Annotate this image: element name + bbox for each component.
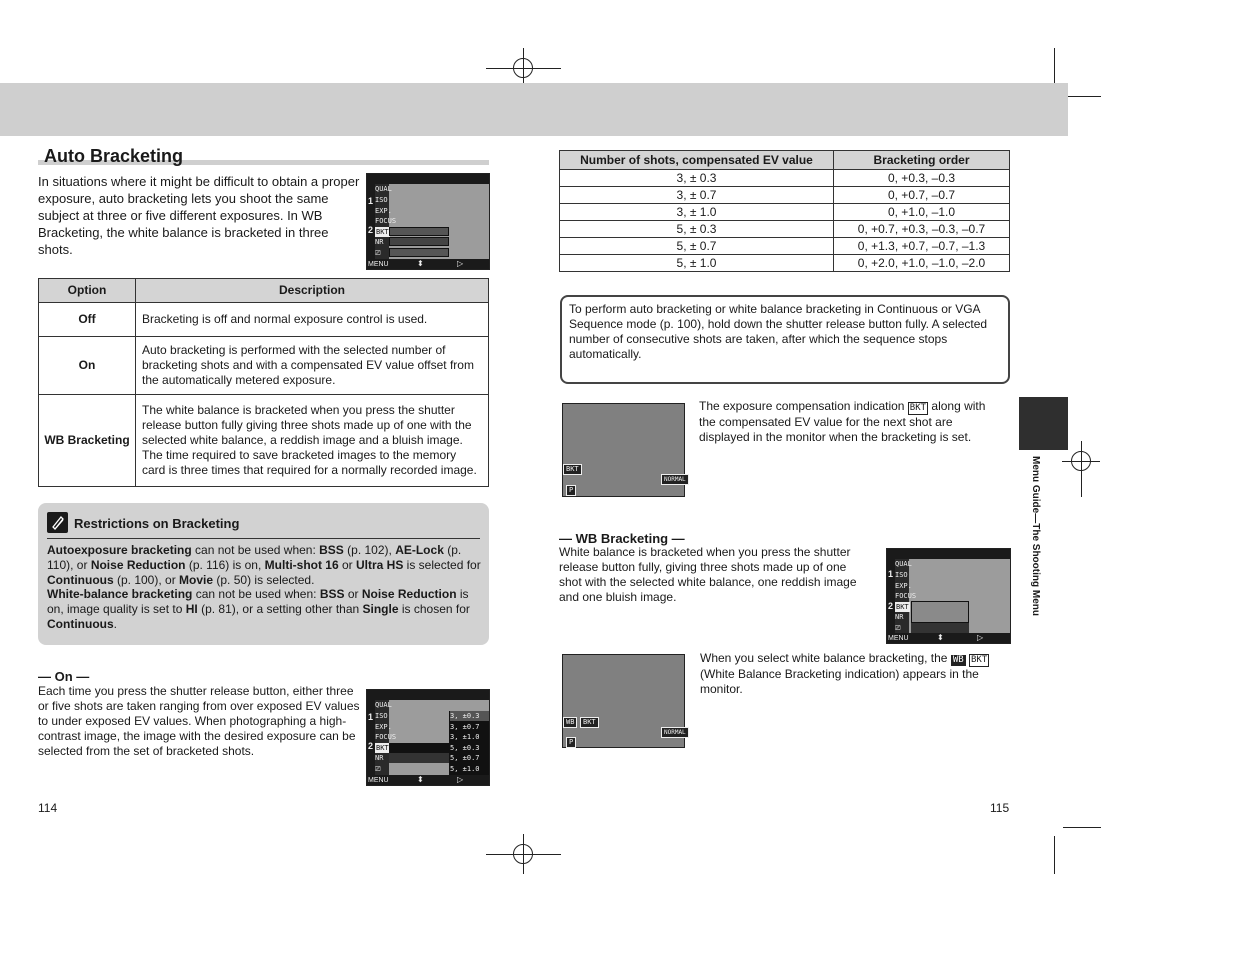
screen-top-bar — [367, 690, 489, 700]
table-row — [560, 221, 1010, 238]
monitor-screen-wb — [562, 654, 685, 748]
page-number-left: 114 — [38, 801, 58, 815]
bkt-indicator: BKT — [580, 717, 599, 728]
menu-page-1: 1 — [368, 196, 374, 206]
quality-indicator: NORMAL — [661, 727, 689, 738]
table-row — [39, 303, 489, 337]
option-cell: Off — [39, 303, 136, 337]
note-text: To perform auto bracketing or white balance bracketing in Continuous or VGA Sequence mode (p. 100), hold down the shutter release button fully. A selected number of consecutive shots are taken, after which the sequence stops automatically. — [569, 302, 988, 361]
screen-bottom-bar — [367, 259, 489, 269]
on-option: 3, ±0.3 — [450, 711, 490, 721]
menu-item-qual: QUAL — [895, 560, 912, 568]
pencil-note-icon — [47, 512, 68, 533]
on-option: 3, ±1.0 — [450, 733, 480, 741]
shots-cell: 5, ± 0.3 — [560, 221, 834, 238]
note-box — [560, 295, 1010, 384]
restrictions-rule — [47, 538, 480, 539]
screen-bottom-bar — [887, 633, 1010, 643]
order-cell: 0, +0.3, –0.3 — [834, 170, 1010, 187]
menu-item-nr: NR — [375, 238, 384, 246]
wb-paragraph: White balance is bracketed when you press the shutter release button fully, giving three shots made up of one shot with the selected white balance, one reddish image and one bluish image. — [559, 545, 857, 604]
right-arrow-icon: ▷ — [457, 775, 464, 784]
menu-label: MENU — [888, 635, 909, 642]
table-row — [560, 204, 1010, 221]
registration-mark — [513, 58, 533, 78]
restrictions-title: Restrictions on Bracketing — [74, 516, 240, 531]
mode-indicator: P — [566, 485, 576, 496]
menu-item-card: ⎚ — [375, 765, 381, 773]
option-bar — [389, 248, 449, 257]
right-arrow-icon: ▷ — [977, 633, 984, 642]
shots-cell: 5, ± 0.7 — [560, 238, 834, 255]
menu-item-bkt: BKT — [376, 228, 389, 236]
crop-mark — [1063, 96, 1101, 97]
table-row — [560, 238, 1010, 255]
header-description: Description — [136, 279, 489, 303]
right-arrow-icon: ▷ — [457, 259, 464, 268]
option-cell: WB Bracketing — [39, 395, 136, 487]
bkt-caption: The exposure compensation indication BKT along with the compensated EV value for the next shot are displayed in the monitor when the bracketing is set. — [699, 399, 986, 444]
menu-item-card: ⎚ — [895, 624, 901, 632]
menu-page-1: 1 — [368, 712, 374, 722]
table-header-row — [39, 279, 489, 303]
selection-bar — [389, 743, 449, 753]
menu-page-2: 2 — [368, 225, 374, 235]
menu-item-focus: FOCUS — [895, 592, 917, 600]
menu-item-focus: FOCUS — [375, 733, 397, 741]
restrictions-paragraph-1: Autoexposure bracketing can not be used when: BSS (p. 102), AE-Lock (p. 110), or Noise Reduction (p. 116) is on, Multi-shot 16 or Ultra HS is selected for Continuous (p. 100), or Movie (p. 50) is selected. — [47, 543, 481, 587]
menu-item-card: ⎚ — [375, 249, 381, 257]
option-bar — [389, 227, 449, 236]
on-paragraph: Each time you press the shutter release button, either three or five shots are taken ranging from over exposed EV values to under exposed EV values. When photographing a high-contrast image, the image with the desired exposure can be selected from the set of bracketed shots. — [38, 684, 360, 758]
on-option: 3, ±0.7 — [450, 723, 480, 731]
on-option: 5, ±0.3 — [450, 744, 480, 752]
restrictions-box — [38, 503, 489, 645]
camera-menu-screen-on — [366, 689, 490, 786]
shots-cell: 3, ± 1.0 — [560, 204, 834, 221]
menu-item-nr: NR — [895, 613, 904, 621]
intro-paragraph: In situations where it might be difficult to obtain a proper exposure, auto bracketing lets you shoot the same subject at three or five different exposures. In WB Bracketing, the white balance is bracketed in three shots. — [38, 174, 360, 257]
description-cell: Auto bracketing is performed with the selected number of bracketing shots and with a compensated EV value offset from the automatically metered exposure. — [136, 337, 489, 395]
order-cell: 0, +0.7, +0.3, –0.3, –0.7 — [834, 221, 1010, 238]
shots-cell: 3, ± 0.7 — [560, 187, 834, 204]
table-row — [39, 337, 489, 395]
page-number-right: 115 — [990, 801, 1010, 815]
menu-item-iso: ISO — [375, 712, 388, 720]
restrictions-paragraph-2: White-balance bracketing can not be used when: BSS or Noise Reduction is on, image quality is set to HI (p. 81), or a setting other than Single is chosen for Continuous. — [47, 587, 470, 631]
menu-page-2: 2 — [888, 601, 894, 611]
description-cell: The white balance is bracketed when you press the shutter release button fully giving three shots made up of one with the selected white balance, a reddish image and a bluish image. The time required to save bracketed images to the memory card is three times that required for a normally recorded image. — [136, 395, 489, 487]
header-option: Option — [39, 279, 136, 303]
camera-menu-screen — [366, 173, 490, 270]
section-side-label: Menu Guide—The Shooting Menu — [1030, 456, 1041, 616]
ev-table — [559, 150, 1010, 272]
crop-mark — [1063, 827, 1101, 828]
table-header-row — [560, 151, 1010, 170]
mode-indicator: P — [566, 737, 576, 748]
section-tab — [1019, 397, 1068, 450]
bkt-icon: BKT — [909, 403, 927, 413]
bkt-icon: BKT — [971, 655, 988, 665]
screen-top-bar — [367, 174, 489, 184]
menu-item-exp: EXP. — [375, 207, 392, 215]
menu-item-focus: FOCUS — [375, 217, 397, 225]
header-shots: Number of shots, compensated EV value — [560, 151, 834, 170]
crop-mark — [1054, 48, 1055, 88]
menu-item-qual: QUAL — [375, 701, 392, 709]
table-row — [560, 255, 1010, 272]
wb-heading: — WB Bracketing — — [559, 531, 685, 546]
option-cell: On — [39, 337, 136, 395]
registration-mark — [513, 844, 533, 864]
quality-indicator: NORMAL — [661, 474, 689, 485]
description-cell: Bracketing is off and normal exposure control is used. — [136, 303, 489, 337]
order-cell: 0, +2.0, +1.0, –1.0, –2.0 — [834, 255, 1010, 272]
wb-caption: When you select white balance bracketing, the WB BKT (White Balance Bracketing indication) appears in the monitor. — [700, 651, 988, 696]
option-bar — [389, 237, 449, 246]
up-down-arrow-icon: ⬍ — [417, 259, 424, 268]
shots-cell: 3, ± 0.3 — [560, 170, 834, 187]
menu-label: MENU — [368, 777, 389, 784]
up-down-arrow-icon: ⬍ — [417, 775, 424, 784]
menu-item-iso: ISO — [375, 196, 388, 204]
up-down-arrow-icon: ⬍ — [937, 633, 944, 642]
header-band — [0, 83, 1068, 136]
options-table — [38, 278, 489, 487]
on-option: 5, ±0.7 — [450, 754, 480, 762]
table-row — [39, 395, 489, 487]
on-option: 5, ±1.0 — [450, 765, 480, 773]
header-order: Bracketing order — [834, 151, 1010, 170]
wb-icon: WB — [952, 655, 964, 665]
registration-mark — [1071, 451, 1091, 471]
option-bar — [911, 601, 969, 623]
menu-item-exp: EXP. — [895, 582, 912, 590]
selection-bar — [911, 623, 969, 633]
menu-label: MENU — [368, 261, 389, 268]
camera-menu-screen-wb — [886, 548, 1011, 644]
menu-page-1: 1 — [888, 569, 894, 579]
menu-item-exp: EXP. — [375, 723, 392, 731]
page-title: Auto Bracketing — [44, 146, 184, 166]
monitor-screen-bkt — [562, 403, 685, 497]
order-cell: 0, +0.7, –0.7 — [834, 187, 1010, 204]
menu-item-bkt: BKT — [376, 744, 389, 752]
menu-item-qual: QUAL — [375, 185, 392, 193]
wb-indicator: WB — [563, 717, 577, 728]
on-heading: — On — — [38, 669, 90, 684]
table-row — [560, 170, 1010, 187]
screen-bottom-bar — [367, 775, 489, 785]
bkt-indicator: BKT — [563, 464, 582, 475]
menu-page-2: 2 — [368, 741, 374, 751]
menu-item-iso: ISO — [895, 571, 908, 579]
selection-bar — [389, 753, 449, 763]
order-cell: 0, +1.0, –1.0 — [834, 204, 1010, 221]
screen-top-bar — [887, 549, 1010, 559]
table-row — [560, 187, 1010, 204]
order-cell: 0, +1.3, +0.7, –0.7, –1.3 — [834, 238, 1010, 255]
menu-item-nr: NR — [375, 754, 384, 762]
crop-mark — [1054, 836, 1055, 874]
shots-cell: 5, ± 1.0 — [560, 255, 834, 272]
menu-item-bkt: BKT — [896, 603, 909, 611]
